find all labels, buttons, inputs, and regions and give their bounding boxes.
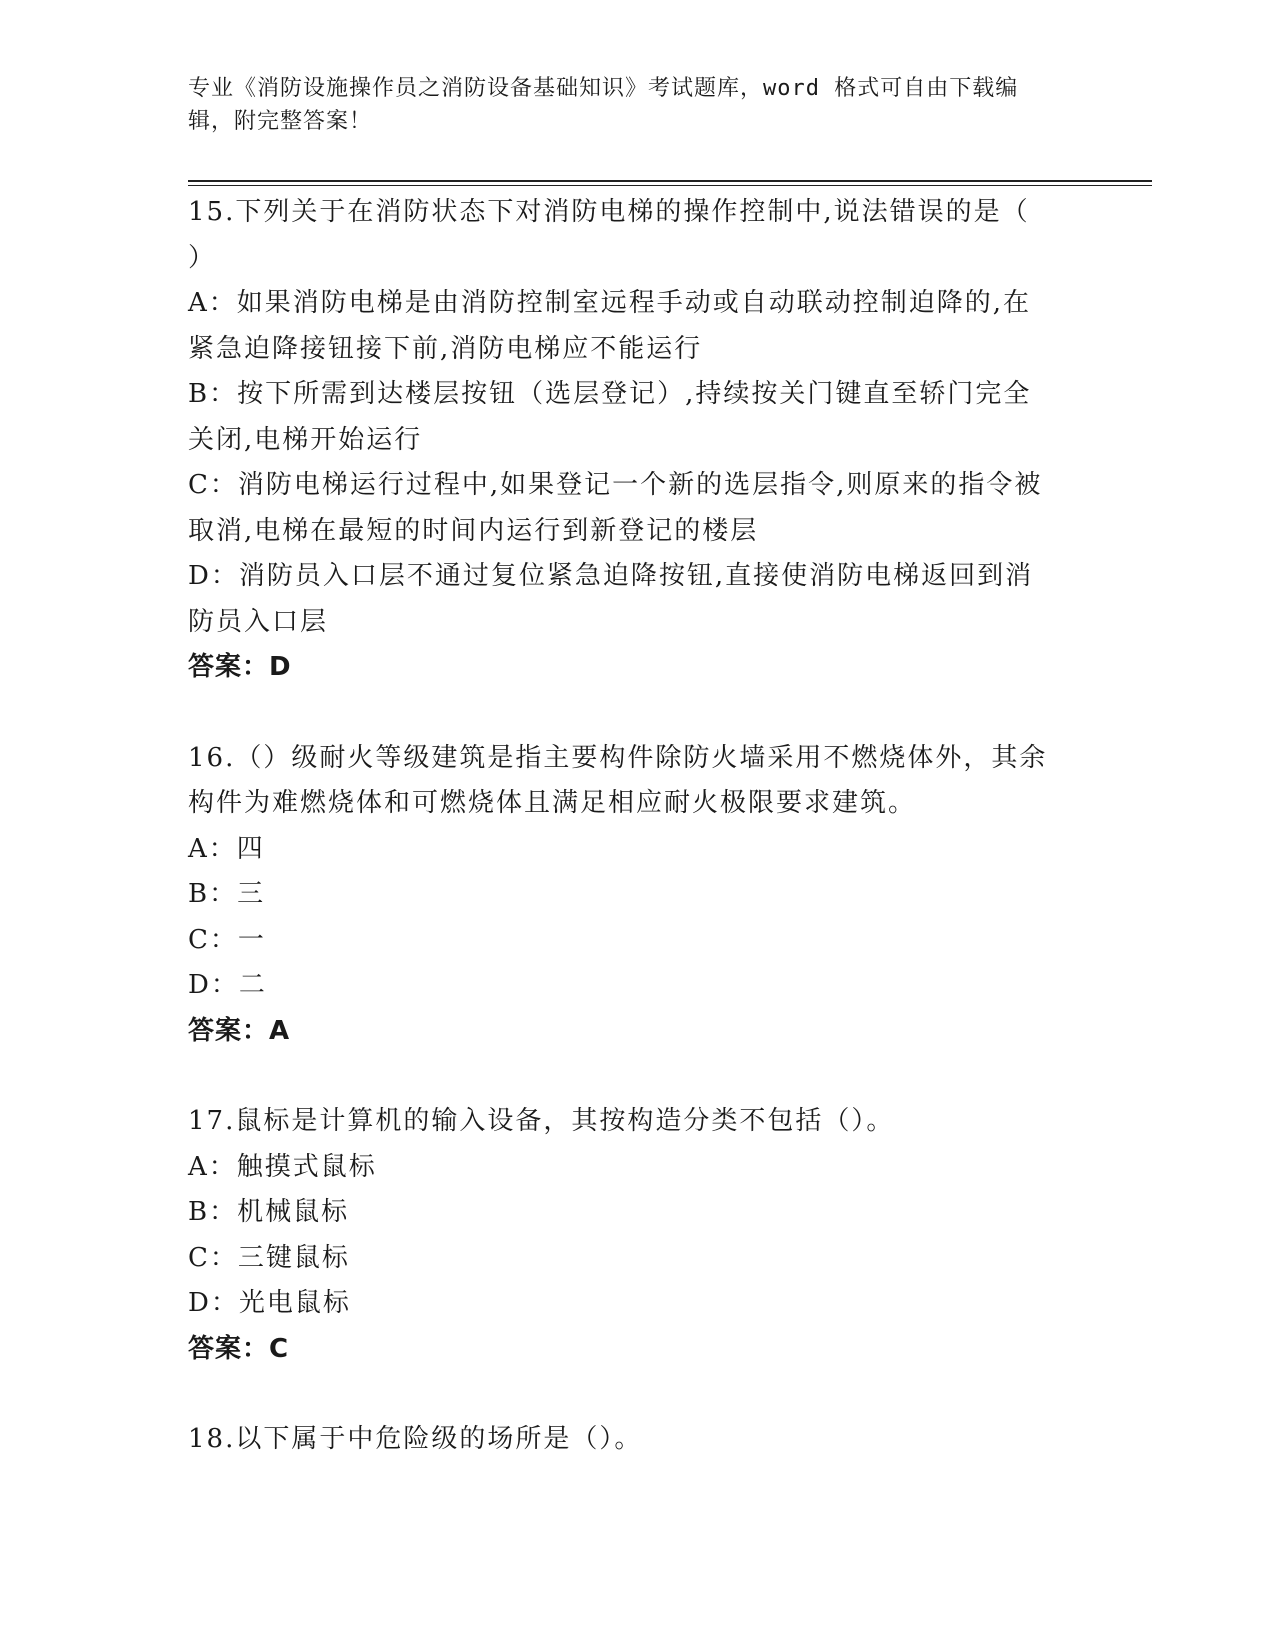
- question-text: 15.下列关于在消防状态下对消防电梯的操作控制中,说法错误的是（: [188, 197, 1030, 227]
- option-b: B：机械鼠标: [188, 1197, 350, 1227]
- option-b: B：三: [188, 879, 266, 909]
- option-text: 取消,电梯在最短的时间内运行到新登记的楼层: [188, 515, 759, 546]
- answer: 答案：C: [188, 1333, 290, 1364]
- question-text: ）: [188, 242, 217, 273]
- option-a: [188, 281, 1088, 372]
- option-text: A：如果消防电梯是由消防控制室远程手动或自动联动控制迫降的,在: [188, 288, 1032, 318]
- option-text: C：消防电梯运行过程中,如果登记一个新的选层指令,则原来的指令被: [188, 470, 1043, 500]
- question-15: [188, 190, 1088, 691]
- option-c: [188, 463, 1088, 554]
- question-17: [188, 1099, 1088, 1372]
- header-divider-thick: [188, 180, 1152, 182]
- question-text: 16.（）级耐火等级建筑是指主要构件除防火墙采用不燃烧体外，其余: [188, 742, 1048, 773]
- answer: 答案：D: [188, 652, 292, 682]
- question-list: [188, 190, 1088, 1463]
- option-text: 关闭,电梯开始运行: [188, 424, 423, 455]
- option-c: C：一: [188, 924, 266, 955]
- option-text: B：按下所需到达楼层按钮（选层登记）,持续按关门键直至轿门完全: [188, 379, 1032, 409]
- option-text: 紧急迫降接钮接下前,消防电梯应不能运行: [188, 333, 703, 364]
- question-16: [188, 736, 1088, 1055]
- spacer: [188, 1372, 1088, 1417]
- question-text: 17.鼠标是计算机的输入设备，其按构造分类不包括（）。: [188, 1106, 895, 1136]
- question-text: 18.以下属于中危险级的场所是（）。: [188, 1424, 643, 1454]
- header-divider-thin: [188, 185, 1152, 186]
- header-line-2: 辑，附完整答案！: [188, 109, 373, 134]
- spacer: [188, 691, 1088, 736]
- option-a: A：触摸式鼠标: [188, 1151, 377, 1182]
- option-c: C：三键鼠标: [188, 1242, 350, 1273]
- option-d: D：二: [188, 970, 267, 1000]
- option-text: 防员入口层: [188, 606, 329, 637]
- document-header: [188, 72, 1068, 138]
- answer: 答案：A: [188, 1015, 291, 1046]
- spacer: [188, 1054, 1088, 1099]
- option-b: [188, 372, 1088, 463]
- option-a: A：四: [188, 833, 265, 864]
- question-18: [188, 1417, 1088, 1463]
- option-d: [188, 554, 1088, 645]
- option-text: D：消防员入口层不通过复位紧急迫降按钮,直接使消防电梯返回到消: [188, 561, 1034, 591]
- option-d: D：光电鼠标: [188, 1288, 351, 1318]
- question-text: 构件为难燃烧体和可燃烧体且满足相应耐火极限要求建筑。: [188, 788, 917, 818]
- header-line-1: 专业《消防设施操作员之消防设备基础知识》考试题库，word 格式可自由下载编: [188, 76, 1019, 101]
